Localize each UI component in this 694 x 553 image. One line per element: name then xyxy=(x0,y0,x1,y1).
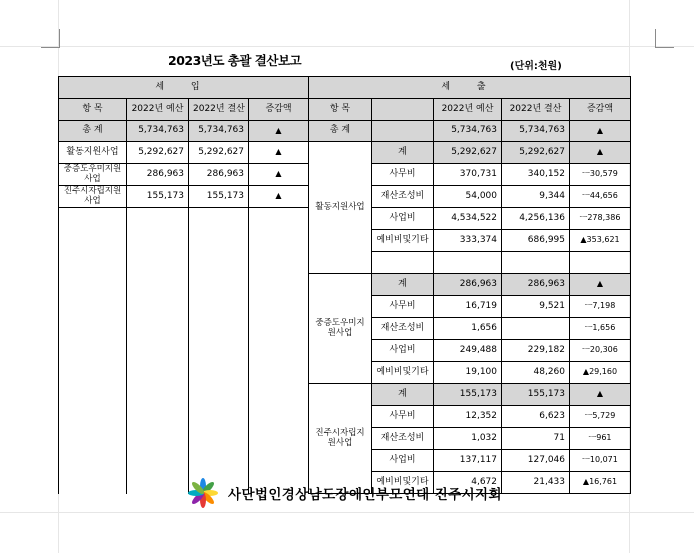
blank-cell xyxy=(372,252,434,274)
expense-budget: 19,100 xyxy=(434,362,502,384)
expense-settlement: 5,292,627 xyxy=(502,142,570,164)
settlement-table xyxy=(58,76,631,494)
income-settlement: 155,173 xyxy=(189,186,249,208)
expense-change: ㅡ7,198 xyxy=(570,296,631,318)
income-settlement: 286,963 xyxy=(189,164,249,186)
expense-settlement: 686,995 xyxy=(502,230,570,252)
pinwheel-logo-icon xyxy=(186,478,220,508)
table-row xyxy=(59,142,631,164)
expense-budget: 1,656 xyxy=(434,318,502,340)
page-guide-bottom xyxy=(0,512,694,513)
column-header-row xyxy=(59,99,631,121)
crop-mark-top-right xyxy=(655,29,674,48)
expense-item: 계 xyxy=(372,274,434,296)
expense-change: ㅡ44,656 xyxy=(570,186,631,208)
expense-total-budget: 5,734,763 xyxy=(434,121,502,142)
income-blank-cell xyxy=(59,208,127,494)
crop-mark-top-left xyxy=(41,29,60,48)
expense-change: ㅡ1,656 xyxy=(570,318,631,340)
expense-item: 예비비및기타 xyxy=(372,362,434,384)
income-item: 진주시자립지원사업 xyxy=(59,186,127,208)
expense-settlement xyxy=(502,318,570,340)
expense-change: ㅡ30,579 xyxy=(570,164,631,186)
page-guide-top xyxy=(0,46,694,47)
expense-budget-header: 2022년 예산 xyxy=(434,99,502,121)
organization-name: 사단법인경상남도장애인부모연대 진주시지회 xyxy=(228,487,502,503)
income-change: ▲ xyxy=(249,142,309,164)
expense-item: 사업비 xyxy=(372,450,434,472)
expense-settlement: 286,963 xyxy=(502,274,570,296)
expense-budget: 54,000 xyxy=(434,186,502,208)
expense-item: 사무비 xyxy=(372,406,434,428)
expense-change: ㅡ961 xyxy=(570,428,631,450)
expense-item-header: 항 목 xyxy=(309,99,372,121)
expense-budget: 12,352 xyxy=(434,406,502,428)
expense-settlement: 71 xyxy=(502,428,570,450)
expense-total-subitem xyxy=(372,121,434,142)
expense-change: ▲353,621 xyxy=(570,230,631,252)
expense-change: ㅡ20,306 xyxy=(570,340,631,362)
expense-group-name: 진주시자립지원사업 xyxy=(309,384,372,494)
income-budget: 155,173 xyxy=(127,186,189,208)
expense-settlement-header: 2022년 결산 xyxy=(502,99,570,121)
expense-settlement: 21,433 xyxy=(502,472,570,494)
expense-item: 예비비및기타 xyxy=(372,472,434,494)
expense-settlement: 4,256,136 xyxy=(502,208,570,230)
expense-budget: 370,731 xyxy=(434,164,502,186)
expense-settlement: 155,173 xyxy=(502,384,570,406)
income-change-header: 증감액 xyxy=(249,99,309,121)
expense-item: 재산조성비 xyxy=(372,318,434,340)
expense-settlement: 9,521 xyxy=(502,296,570,318)
income-blank-cell xyxy=(127,208,189,494)
expense-change: ▲ xyxy=(570,142,631,164)
expense-settlement: 48,260 xyxy=(502,362,570,384)
income-total-change: ▲ xyxy=(249,121,309,142)
blank-cell xyxy=(570,252,631,274)
expense-total-settlement: 5,734,763 xyxy=(502,121,570,142)
expense-change: ㅡ5,729 xyxy=(570,406,631,428)
income-change: ▲ xyxy=(249,164,309,186)
expense-budget: 4,534,522 xyxy=(434,208,502,230)
expense-budget: 333,374 xyxy=(434,230,502,252)
expense-group-name: 중증도우미지원사업 xyxy=(309,274,372,384)
footer xyxy=(186,478,502,508)
expense-item: 계 xyxy=(372,142,434,164)
expense-budget: 1,032 xyxy=(434,428,502,450)
blank-cell xyxy=(434,252,502,274)
income-item-header: 항 목 xyxy=(59,99,127,121)
income-total-settlement: 5,734,763 xyxy=(189,121,249,142)
expense-change: ㅡ278,386 xyxy=(570,208,631,230)
income-group-header: 세 입 xyxy=(59,77,309,99)
income-change: ▲ xyxy=(249,186,309,208)
income-blank-cell xyxy=(249,208,309,494)
income-budget: 286,963 xyxy=(127,164,189,186)
unit-label: (단위:천원) xyxy=(510,61,562,72)
expense-change: ▲29,160 xyxy=(570,362,631,384)
expense-budget: 155,173 xyxy=(434,384,502,406)
expense-group-header: 세 출 xyxy=(309,77,631,99)
expense-item: 재산조성비 xyxy=(372,428,434,450)
income-settlement-header: 2022년 결산 xyxy=(189,99,249,121)
expense-change: ㅡ10,071 xyxy=(570,450,631,472)
expense-budget: 286,963 xyxy=(434,274,502,296)
expense-subitem-header xyxy=(372,99,434,121)
income-budget: 5,292,627 xyxy=(127,142,189,164)
expense-change: ▲16,761 xyxy=(570,472,631,494)
expense-change: ▲ xyxy=(570,274,631,296)
income-settlement: 5,292,627 xyxy=(189,142,249,164)
expense-settlement: 229,182 xyxy=(502,340,570,362)
expense-change-header: 증감액 xyxy=(570,99,631,121)
expense-item: 사무비 xyxy=(372,296,434,318)
expense-budget: 4,672 xyxy=(434,472,502,494)
blank-cell xyxy=(502,252,570,274)
group-header-row xyxy=(59,77,631,99)
total-row xyxy=(59,121,631,142)
expense-item: 사업비 xyxy=(372,208,434,230)
expense-budget: 137,117 xyxy=(434,450,502,472)
income-total-budget: 5,734,763 xyxy=(127,121,189,142)
expense-total-label: 총 계 xyxy=(309,121,372,142)
expense-item: 계 xyxy=(372,384,434,406)
income-blank-cell xyxy=(189,208,249,494)
expense-settlement: 9,344 xyxy=(502,186,570,208)
expense-budget: 5,292,627 xyxy=(434,142,502,164)
expense-item: 사업비 xyxy=(372,340,434,362)
expense-budget: 16,719 xyxy=(434,296,502,318)
expense-change: ▲ xyxy=(570,384,631,406)
income-item: 중증도우미지원사업 xyxy=(59,164,127,186)
expense-budget: 249,488 xyxy=(434,340,502,362)
expense-settlement: 340,152 xyxy=(502,164,570,186)
expense-settlement: 6,623 xyxy=(502,406,570,428)
document-title: 2023년도 총괄 결산보고 xyxy=(168,53,302,68)
expense-item: 사무비 xyxy=(372,164,434,186)
income-budget-header: 2022년 예산 xyxy=(127,99,189,121)
expense-group-name: 활동지원사업 xyxy=(309,142,372,274)
expense-total-change: ▲ xyxy=(570,121,631,142)
expense-item: 예비비및기타 xyxy=(372,230,434,252)
income-total-label: 총 계 xyxy=(59,121,127,142)
income-item: 활동지원사업 xyxy=(59,142,127,164)
expense-item: 재산조성비 xyxy=(372,186,434,208)
expense-settlement: 127,046 xyxy=(502,450,570,472)
